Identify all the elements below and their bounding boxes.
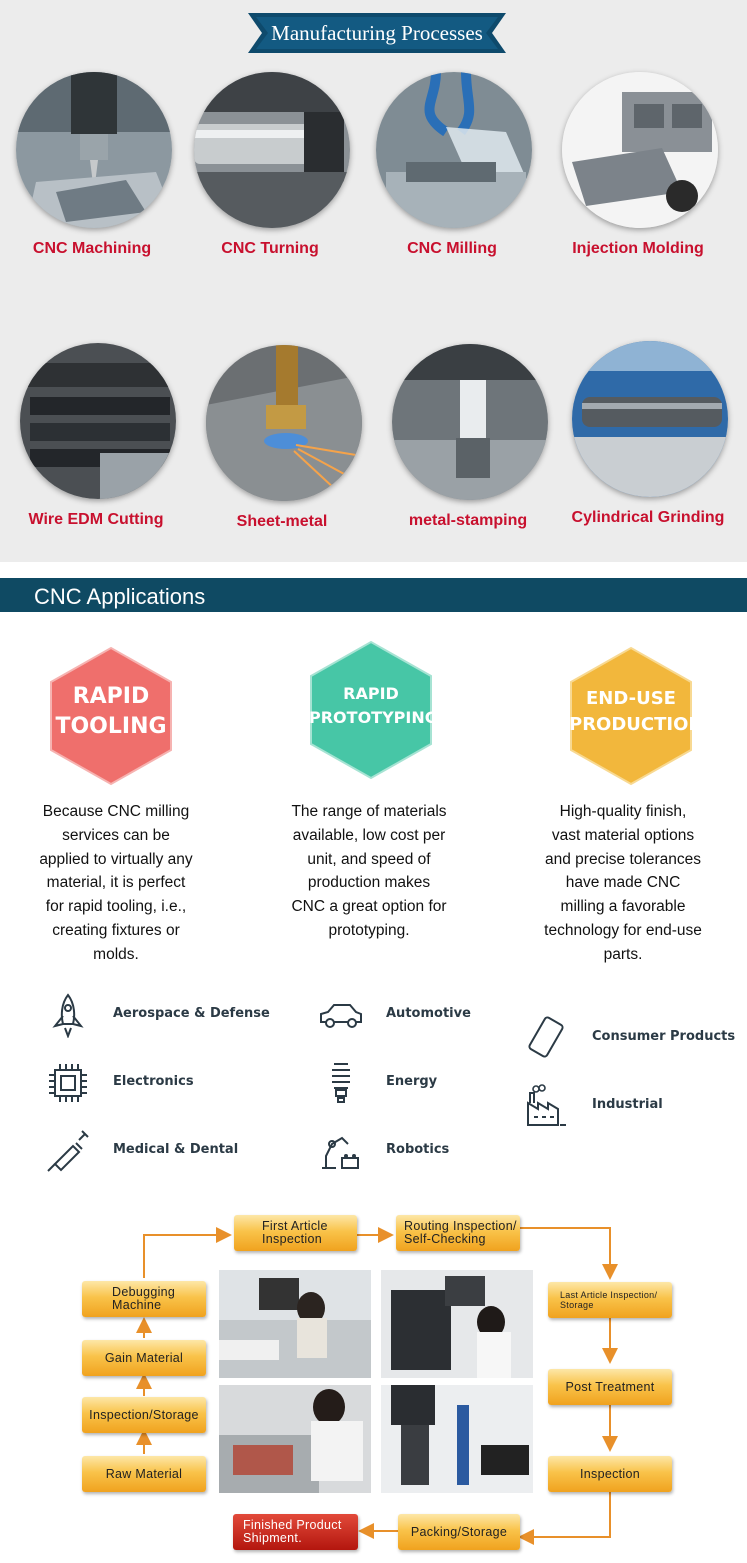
end-use-production-badge (569, 646, 704, 786)
badge-line1: END-USE (586, 688, 676, 709)
raw-material-step: Raw Material (82, 1456, 206, 1492)
badge-line2: TOOLING (55, 714, 167, 739)
badge-line1: RAPID (343, 684, 399, 703)
wire-edm-photo (20, 343, 176, 499)
factory-icon (524, 1083, 570, 1129)
cnc-turning-photo (194, 72, 350, 228)
inspection-photo-4 (381, 1385, 533, 1493)
chip-icon (45, 1060, 91, 1106)
cylindrical-grinding-photo (572, 341, 728, 497)
badge-line1: RAPID (72, 684, 150, 709)
applications-header-bar (0, 578, 747, 612)
packing-storage-step: Packing/Storage (398, 1514, 520, 1550)
inspection-photo-3 (219, 1385, 371, 1493)
bulb-icon (318, 1060, 364, 1106)
inspection-photo-2 (381, 1270, 533, 1378)
last-article-inspection-step: Last Article Inspection/ Storage (548, 1282, 672, 1318)
applications-title: CNC Applications (34, 584, 206, 609)
process-label: Cylindrical Grinding (571, 509, 725, 526)
syringe-icon (45, 1128, 91, 1174)
section-title: Manufacturing Processes (271, 21, 483, 45)
industry-label: Aerospace & Defense (113, 1006, 270, 1021)
rocket-icon (45, 992, 91, 1038)
section-title-ribbon (248, 9, 506, 57)
process-label: CNC Milling (407, 240, 497, 257)
process-label: Wire EDM Cutting (28, 511, 164, 528)
industry-label: Automotive (386, 1006, 471, 1021)
process-injection-molding[interactable] (548, 72, 728, 262)
badge-line2: PRODUCTION (569, 714, 704, 735)
routing-inspection-step: Routing Inspection/ Self-Checking (396, 1215, 520, 1251)
industry-label: Industrial (592, 1097, 663, 1112)
rapid-tooling-description: Because CNC milling services can be applied to virtually any material, it is perfect for rapid tooling, i.e., creating fixtures or molds. (39, 803, 193, 963)
inspection-photo-1 (219, 1270, 371, 1378)
badge-line2: PROTOTYPING (309, 708, 438, 727)
industry-label: Consumer Products (592, 1029, 736, 1044)
process-label: CNC Turning (221, 240, 319, 257)
car-icon (318, 992, 364, 1038)
inspection-step: Inspection (548, 1456, 672, 1492)
process-wire-edm[interactable] (6, 343, 186, 533)
debugging-machine-step: Debugging Machine (82, 1281, 206, 1317)
finished-product-shipment-step: Finished Product Shipment. (233, 1514, 358, 1550)
injection-molding-photo (562, 72, 718, 228)
process-cnc-milling[interactable] (362, 72, 542, 262)
industry-label: Medical & Dental (113, 1142, 239, 1157)
robot-arm-icon (318, 1128, 364, 1174)
process-label: CNC Machining (32, 240, 152, 257)
metal-stamping-photo (392, 344, 548, 500)
process-metal-stamping[interactable] (378, 344, 558, 534)
cnc-machining-photo (16, 72, 172, 228)
industry-label: Robotics (386, 1142, 450, 1157)
process-cnc-turning[interactable] (180, 72, 360, 262)
process-label: metal-stamping (408, 512, 528, 529)
process-flow-diagram (0, 1195, 747, 1563)
process-cnc-machining[interactable] (2, 72, 182, 262)
process-cylindrical-grinding[interactable] (558, 341, 738, 531)
process-label: Injection Molding (572, 240, 704, 257)
gain-material-step: Gain Material (82, 1340, 206, 1376)
rapid-tooling-badge (49, 646, 173, 786)
process-sheet-metal[interactable] (192, 345, 372, 535)
sheet-metal-photo (206, 345, 362, 501)
industry-label: Electronics (113, 1074, 194, 1089)
rapid-prototyping-description: The range of materials available, low cost per unit, and speed of production makes CNC a great option for prototyping. (291, 803, 447, 939)
manufacturing-processes-section (0, 0, 747, 562)
first-article-inspection-step: First Article Inspection (234, 1215, 357, 1251)
industry-label: Energy (386, 1074, 438, 1089)
end-use-production-description: High-quality finish, vast material options and precise tolerances have made CNC milling a favorable technology for end-use parts. (544, 803, 702, 963)
inspection-storage-step: Inspection/Storage (82, 1397, 206, 1433)
phone-icon (524, 1015, 570, 1061)
rapid-prototyping-badge (309, 640, 438, 780)
process-label: Sheet-metal (236, 513, 328, 530)
cnc-milling-photo (376, 72, 532, 228)
post-treatment-step: Post Treatment (548, 1369, 672, 1405)
